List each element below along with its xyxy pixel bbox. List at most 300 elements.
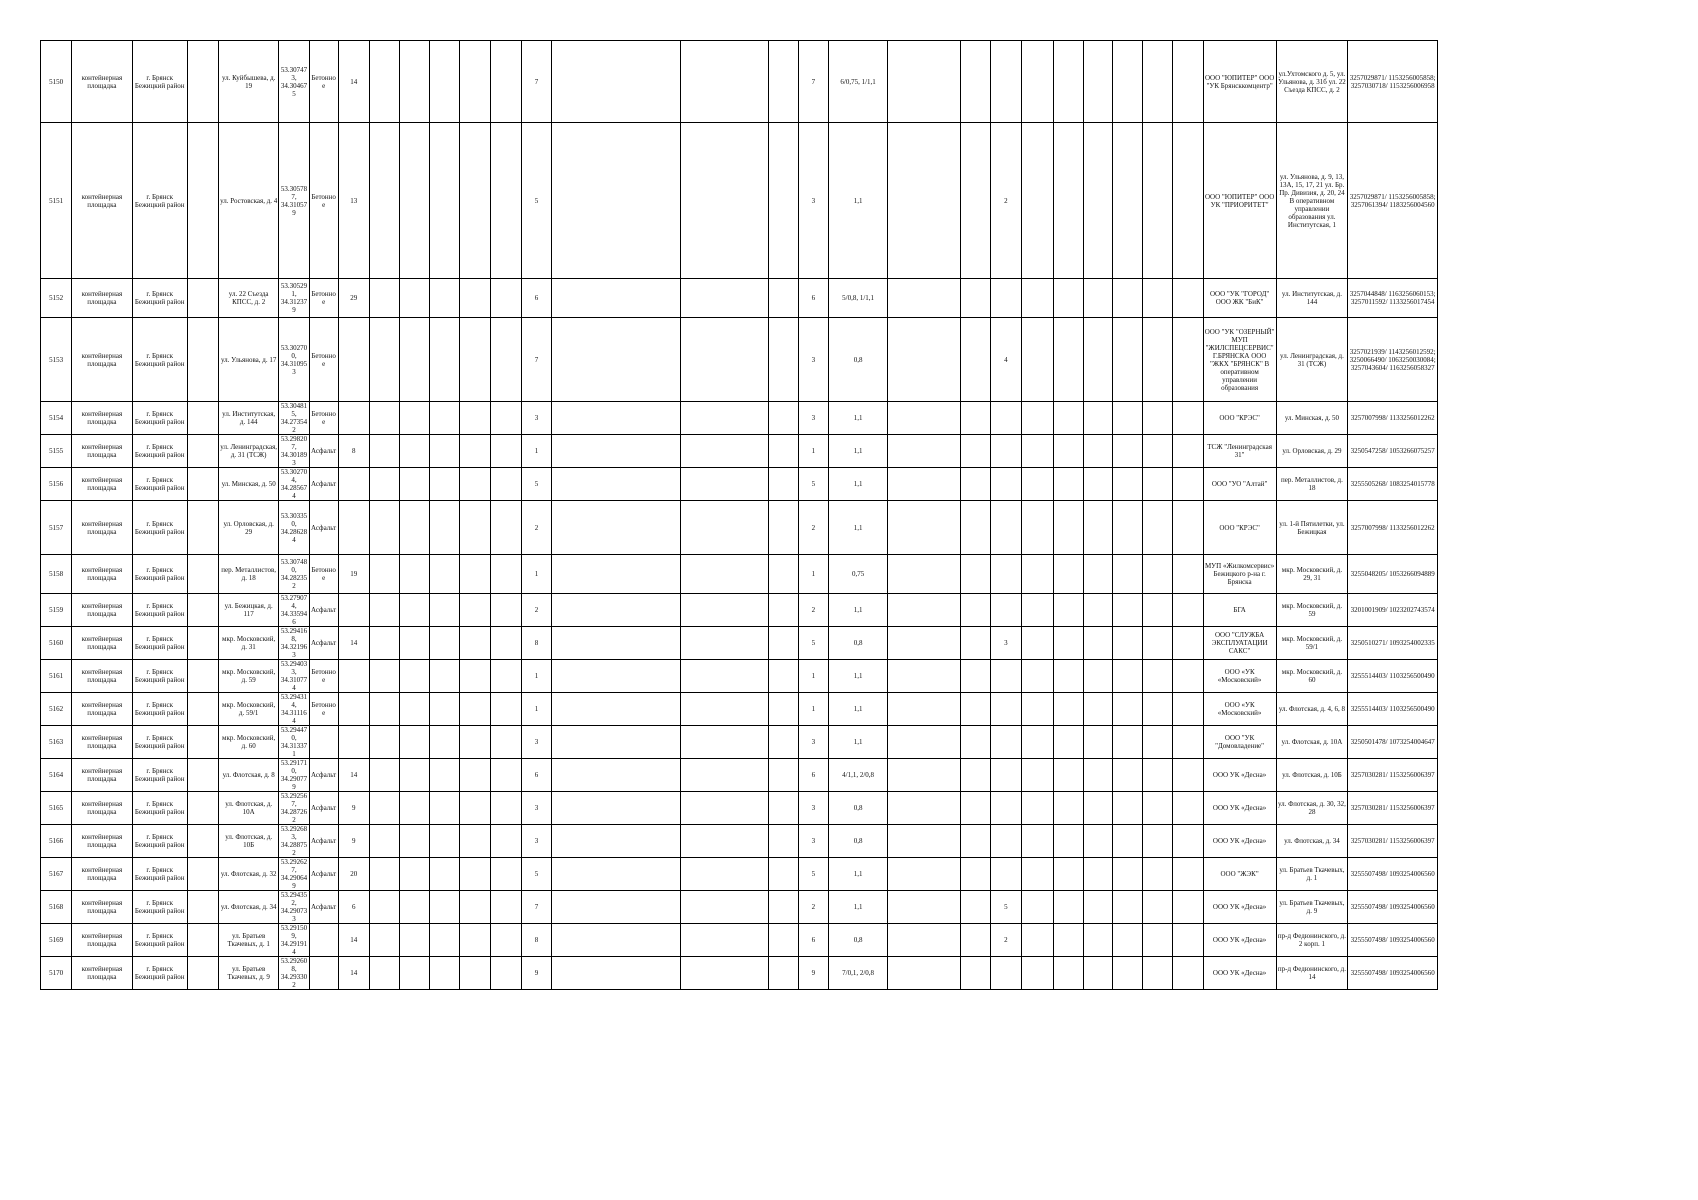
cell-containers-placed: 5 <box>798 627 828 660</box>
cell-empty <box>369 402 399 435</box>
cell-empty <box>400 627 430 660</box>
cell-empty <box>768 435 798 468</box>
cell-empty <box>1021 627 1053 660</box>
cell-empty <box>187 468 218 501</box>
cell-surface: Бетонное <box>309 660 338 693</box>
cell-waste-sources: ул. Минская, д. 50 <box>1276 402 1348 435</box>
cell-empty <box>1083 594 1112 627</box>
cell-empty <box>1173 627 1203 660</box>
cell-containers-planned <box>991 402 1021 435</box>
cell-empty <box>460 759 490 792</box>
cell-inn-ogrn: 3255507498/ 1093254006560 <box>1348 858 1438 891</box>
cell-empty <box>768 891 798 924</box>
cell-empty <box>681 501 768 555</box>
cell-empty <box>768 924 798 957</box>
cell-empty <box>460 792 490 825</box>
cell-surface: Бетонное <box>309 318 338 402</box>
cell-empty <box>187 693 218 726</box>
cell-empty <box>961 792 991 825</box>
cell-organization: ООО УК «Десна» <box>1203 891 1276 924</box>
cell-empty <box>681 402 768 435</box>
cell-address: мкр. Московский, д. 31 <box>218 627 278 660</box>
cell-waste-sources: пр-д Федюнинского, д. 14 <box>1276 957 1348 990</box>
cell-site-type: контейнерная площадка <box>72 318 132 402</box>
cell-surface: Бетонное <box>309 123 338 279</box>
cell-site-type: контейнерная площадка <box>72 41 132 123</box>
cell-empty <box>681 279 768 318</box>
cell-empty <box>681 41 768 123</box>
cell-site-type: контейнерная площадка <box>72 759 132 792</box>
cell-containers-planned <box>991 759 1021 792</box>
cell-empty <box>1083 318 1112 402</box>
cell-empty <box>961 858 991 891</box>
cell-volume: 1,1 <box>828 435 887 468</box>
cell-location: г. Брянск Бежицкий район <box>132 501 187 555</box>
cell-empty <box>490 555 521 594</box>
cell-area: 13 <box>338 123 369 279</box>
cell-coordinates: 53.298207, 34.301893 <box>280 435 308 467</box>
cell-number: 5159 <box>41 594 72 627</box>
cell-empty <box>490 693 521 726</box>
cell-empty <box>552 402 681 435</box>
cell-containers-total: 1 <box>521 660 551 693</box>
cell-waste-sources: ул. Флотская, д. 4, 6, 8 <box>1276 693 1348 726</box>
cell-empty <box>1173 825 1203 858</box>
cell-containers-total: 6 <box>521 759 551 792</box>
cell-number: 5163 <box>41 726 72 759</box>
cell-coordinates: 53.302700, 34.310953 <box>279 318 309 402</box>
cell-volume: 1,1 <box>828 660 887 693</box>
cell-empty <box>369 501 399 555</box>
cell-empty <box>187 594 218 627</box>
cell-organization: ООО "СЛУЖБА ЭКСПЛУАТАЦИИ САКС" <box>1203 627 1276 660</box>
cell-empty <box>187 435 218 468</box>
cell-empty <box>460 402 490 435</box>
cell-site-type: контейнерная площадка <box>72 891 132 924</box>
cell-empty <box>400 435 430 468</box>
cell-empty <box>430 501 460 555</box>
cell-empty <box>1173 402 1203 435</box>
cell-coordinates: 53.292683, 34.288752 <box>280 825 308 857</box>
cell-area <box>338 660 369 693</box>
cell-empty <box>1113 435 1143 468</box>
cell-empty <box>961 501 991 555</box>
cell-empty <box>961 435 991 468</box>
cell-empty <box>460 501 490 555</box>
table-row <box>41 693 1438 726</box>
cell-empty <box>1113 660 1143 693</box>
cell-empty <box>187 660 218 693</box>
cell-inn-ogrn: 3255507498/ 1093254006560 <box>1348 957 1438 990</box>
cell-containers-planned <box>991 468 1021 501</box>
cell-inn-ogrn: 3255505268/ 1083254015778 <box>1348 468 1438 501</box>
cell-empty <box>552 627 681 660</box>
cell-inn-ogrn: 3201001909/ 1023202743574 <box>1348 594 1438 627</box>
cell-empty <box>430 726 460 759</box>
cell-volume: 0,8 <box>828 627 887 660</box>
cell-empty <box>460 858 490 891</box>
cell-empty <box>1053 726 1083 759</box>
cell-empty <box>490 41 521 123</box>
cell-organization: ООО «УК «Московский» <box>1203 660 1276 693</box>
cell-empty <box>1143 435 1173 468</box>
cell-volume: 7/0,1, 2/0,8 <box>828 957 887 990</box>
cell-number: 5166 <box>41 825 72 858</box>
cell-empty <box>768 759 798 792</box>
cell-containers-total: 5 <box>521 858 551 891</box>
cell-empty <box>400 825 430 858</box>
cell-empty <box>1173 594 1203 627</box>
cell-empty <box>430 555 460 594</box>
cell-number: 5167 <box>41 858 72 891</box>
cell-site-type: контейнерная площадка <box>72 660 132 693</box>
cell-site-type: контейнерная площадка <box>72 726 132 759</box>
table-row <box>41 660 1438 693</box>
cell-area: 14 <box>338 924 369 957</box>
cell-empty <box>888 123 961 279</box>
cell-empty <box>490 792 521 825</box>
cell-empty <box>1113 792 1143 825</box>
cell-empty <box>369 726 399 759</box>
cell-containers-total: 3 <box>521 726 551 759</box>
cell-waste-sources: мкр. Московский, д. 60 <box>1276 660 1348 693</box>
cell-empty <box>768 468 798 501</box>
cell-address: мкр. Московский, д. 59/1 <box>218 693 278 726</box>
cell-surface: Асфальт <box>309 792 338 825</box>
cell-empty <box>490 123 521 279</box>
cell-empty <box>768 594 798 627</box>
cell-empty <box>961 924 991 957</box>
cell-empty <box>1021 41 1053 123</box>
cell-location: г. Брянск Бежицкий район <box>132 123 187 279</box>
cell-empty <box>888 501 961 555</box>
cell-empty <box>961 957 991 990</box>
cell-area: 29 <box>338 279 369 318</box>
cell-empty <box>1021 318 1053 402</box>
cell-empty <box>1083 792 1112 825</box>
cell-location: г. Брянск Бежицкий район <box>132 279 187 318</box>
cell-empty <box>460 627 490 660</box>
cell-coordinates: 53.303350, 34.286284 <box>279 501 309 555</box>
cell-empty <box>1083 891 1112 924</box>
cell-volume: 5/0,8, 1/1,1 <box>828 279 887 318</box>
table-row <box>41 891 1438 924</box>
cell-containers-planned: 2 <box>991 123 1021 279</box>
cell-containers-placed: 3 <box>798 402 828 435</box>
cell-containers-placed: 2 <box>798 594 828 627</box>
cell-inn-ogrn: 3257007998/ 1133256012262 <box>1348 501 1438 555</box>
cell-empty <box>187 891 218 924</box>
cell-containers-placed: 3 <box>798 123 828 279</box>
cell-empty <box>369 594 399 627</box>
cell-empty <box>400 660 430 693</box>
cell-waste-sources: ул. Флотская, д. 34 <box>1276 825 1348 858</box>
cell-containers-placed: 2 <box>798 501 828 555</box>
cell-empty <box>888 891 961 924</box>
table-row <box>41 402 1438 435</box>
cell-coordinates: 53.294314, 34.311164 <box>280 693 308 725</box>
cell-location: г. Брянск Бежицкий район <box>132 726 187 759</box>
cell-location: г. Брянск Бежицкий район <box>132 792 187 825</box>
cell-empty <box>1021 279 1053 318</box>
cell-volume: 6/0,75, 1/1,1 <box>828 41 887 123</box>
cell-empty <box>552 501 681 555</box>
cell-waste-sources: ул. Ленинградская, д. 31 (ТСЖ) <box>1276 318 1348 402</box>
cell-containers-total: 3 <box>521 792 551 825</box>
cell-surface: Асфальт <box>309 858 338 891</box>
cell-location: г. Брянск Бежицкий район <box>132 693 187 726</box>
cell-empty <box>1053 891 1083 924</box>
cell-empty <box>369 825 399 858</box>
cell-empty <box>552 759 681 792</box>
cell-address: ул. Флотская, д. 10А <box>218 792 278 825</box>
cell-empty <box>888 660 961 693</box>
cell-area: 9 <box>338 792 369 825</box>
cell-containers-total: 8 <box>521 924 551 957</box>
cell-empty <box>961 402 991 435</box>
cell-number: 5164 <box>41 759 72 792</box>
cell-site-type: контейнерная площадка <box>72 594 132 627</box>
cell-empty <box>1173 957 1203 990</box>
cell-empty <box>490 924 521 957</box>
cell-coordinates: 53.291710, 34.290779 <box>280 759 308 791</box>
cell-empty <box>1053 759 1083 792</box>
cell-empty <box>1173 693 1203 726</box>
cell-empty <box>1173 123 1203 279</box>
cell-area <box>338 693 369 726</box>
cell-empty <box>490 957 521 990</box>
cell-empty <box>1021 402 1053 435</box>
cell-empty <box>888 594 961 627</box>
cell-empty <box>888 858 961 891</box>
cell-organization: ООО УК «Десна» <box>1203 957 1276 990</box>
table-row <box>41 555 1438 594</box>
cell-empty <box>400 726 430 759</box>
cell-containers-planned <box>991 957 1021 990</box>
cell-empty <box>1113 825 1143 858</box>
cell-empty <box>430 693 460 726</box>
cell-area <box>338 402 369 435</box>
cell-empty <box>369 123 399 279</box>
cell-containers-planned <box>991 726 1021 759</box>
cell-empty <box>460 891 490 924</box>
cell-coordinates: 53.291509, 34.291914 <box>280 924 308 956</box>
cell-area: 19 <box>338 555 369 594</box>
cell-empty <box>490 402 521 435</box>
cell-containers-total: 2 <box>521 594 551 627</box>
cell-inn-ogrn: 3255507498/ 1093254006560 <box>1348 924 1438 957</box>
cell-empty <box>1083 123 1112 279</box>
cell-empty <box>187 123 218 279</box>
cell-surface: Бетонное <box>309 279 338 318</box>
cell-containers-placed: 2 <box>798 891 828 924</box>
cell-empty <box>1053 627 1083 660</box>
cell-containers-placed: 1 <box>798 693 828 726</box>
cell-empty <box>369 759 399 792</box>
cell-containers-total: 7 <box>521 318 551 402</box>
cell-number: 5150 <box>41 41 72 123</box>
cell-empty <box>369 957 399 990</box>
cell-number: 5158 <box>41 555 72 594</box>
cell-surface: Асфальт <box>309 627 338 660</box>
cell-empty <box>1053 957 1083 990</box>
cell-empty <box>768 825 798 858</box>
cell-empty <box>460 41 490 123</box>
cell-organization: ООО УК «Десна» <box>1203 759 1276 792</box>
cell-empty <box>400 594 430 627</box>
cell-organization: БГА <box>1203 594 1276 627</box>
cell-empty <box>552 279 681 318</box>
cell-site-type: контейнерная площадка <box>72 279 132 318</box>
cell-organization: ООО "УК "ОЗЕРНЫЙ" МУП "ЖИЛСПЕЦСЕРВИС" Г.БРЯНСКА ООО "ЖКХ "БРЯНСК" В оперативном управлении образования <box>1203 318 1276 402</box>
table-row <box>41 41 1438 123</box>
cell-empty <box>888 555 961 594</box>
cell-containers-total: 3 <box>521 825 551 858</box>
cell-area: 6 <box>338 891 369 924</box>
cell-volume: 1,1 <box>828 726 887 759</box>
cell-empty <box>552 825 681 858</box>
cell-empty <box>187 501 218 555</box>
cell-address: ул. Флотская, д. 32 <box>218 858 278 891</box>
cell-site-type: контейнерная площадка <box>72 792 132 825</box>
cell-area <box>338 594 369 627</box>
cell-waste-sources: ул. 1-й Пятилетки, ул. Бежицкая <box>1276 501 1348 555</box>
cell-empty <box>961 318 991 402</box>
cell-organization: ТСЖ "Ленинградская 31" <box>1203 435 1276 468</box>
cell-empty <box>490 891 521 924</box>
cell-empty <box>681 660 768 693</box>
table-row <box>41 279 1438 318</box>
cell-empty <box>460 468 490 501</box>
cell-containers-planned: 5 <box>991 891 1021 924</box>
cell-empty <box>1143 660 1173 693</box>
cell-empty <box>460 318 490 402</box>
cell-surface <box>309 957 338 990</box>
cell-empty <box>369 41 399 123</box>
cell-empty <box>369 693 399 726</box>
cell-surface <box>309 924 338 957</box>
cell-empty <box>1021 726 1053 759</box>
cell-waste-sources: ул.Ухтомского д. 5, ул. Ульянова, д. 31б ул. 22 Съезда КПСС, д. 2 <box>1276 41 1348 123</box>
cell-volume: 0,8 <box>828 318 887 402</box>
cell-empty <box>187 726 218 759</box>
cell-empty <box>1113 957 1143 990</box>
cell-location: г. Брянск Бежицкий район <box>132 957 187 990</box>
cell-empty <box>1053 594 1083 627</box>
cell-containers-planned <box>991 792 1021 825</box>
table-row <box>41 123 1438 279</box>
cell-empty <box>1083 858 1112 891</box>
cell-empty <box>1053 924 1083 957</box>
cell-inn-ogrn: 3257029871/ 1153256005858; 3257061394/ 1183256004560 <box>1348 123 1438 279</box>
cell-empty <box>961 726 991 759</box>
cell-surface: Бетонное <box>309 41 338 123</box>
cell-empty <box>460 957 490 990</box>
cell-volume: 1,1 <box>828 501 887 555</box>
cell-empty <box>490 726 521 759</box>
cell-empty <box>1173 759 1203 792</box>
cell-empty <box>1021 825 1053 858</box>
cell-waste-sources: мкр. Московский, д. 59 <box>1276 594 1348 627</box>
cell-address: ул. Флотская, д. 34 <box>218 891 278 924</box>
cell-coordinates: 53.294168, 34.321963 <box>280 627 308 659</box>
cell-empty <box>1053 402 1083 435</box>
cell-empty <box>552 858 681 891</box>
cell-empty <box>400 891 430 924</box>
cell-organization: ООО "ЮПИТЕР" ООО УК "ПРИОРИТЕТ" <box>1203 123 1276 279</box>
cell-number: 5165 <box>41 792 72 825</box>
cell-empty <box>1113 123 1143 279</box>
cell-volume: 1,1 <box>828 123 887 279</box>
cell-site-type: контейнерная площадка <box>72 435 132 468</box>
cell-empty <box>1053 468 1083 501</box>
cell-surface: Асфальт <box>309 501 338 555</box>
cell-empty <box>681 318 768 402</box>
cell-coordinates: 53.307480, 34.282352 <box>279 555 309 594</box>
cell-number: 5161 <box>41 660 72 693</box>
cell-coordinates: 53.292627, 34.290649 <box>280 858 308 890</box>
cell-containers-planned <box>991 858 1021 891</box>
cell-address: ул. Ульянова, д. 17 <box>218 318 278 402</box>
cell-volume: 1,1 <box>828 594 887 627</box>
cell-empty <box>1021 759 1053 792</box>
cell-empty <box>1173 279 1203 318</box>
cell-inn-ogrn: 3255048205/ 1053266094889 <box>1348 555 1438 594</box>
cell-empty <box>430 891 460 924</box>
cell-empty <box>430 318 460 402</box>
cell-empty <box>888 279 961 318</box>
cell-empty <box>1083 501 1112 555</box>
cell-address: ул. Орловская, д. 29 <box>218 501 278 555</box>
cell-empty <box>1143 891 1173 924</box>
cell-waste-sources: мкр. Московский, д. 29, 31 <box>1276 555 1348 594</box>
cell-empty <box>961 693 991 726</box>
cell-empty <box>1113 627 1143 660</box>
cell-empty <box>1113 555 1143 594</box>
cell-surface: Бетонное <box>309 555 338 594</box>
cell-empty <box>1083 726 1112 759</box>
cell-containers-planned <box>991 41 1021 123</box>
cell-surface: Бетонное <box>309 402 338 435</box>
cell-empty <box>430 594 460 627</box>
cell-number: 5155 <box>41 435 72 468</box>
cell-empty <box>430 41 460 123</box>
cell-empty <box>888 41 961 123</box>
cell-coordinates: 53.305291, 34.312379 <box>279 279 309 318</box>
cell-area <box>338 726 369 759</box>
cell-containers-total: 2 <box>521 501 551 555</box>
cell-inn-ogrn: 3250510271/ 1093254002335 <box>1348 627 1438 660</box>
cell-address: ул. Братьев Ткачевых, д. 1 <box>218 924 278 957</box>
cell-empty <box>1083 555 1112 594</box>
cell-location: г. Брянск Бежицкий район <box>132 759 187 792</box>
cell-empty <box>1053 660 1083 693</box>
cell-empty <box>768 693 798 726</box>
cell-empty <box>1021 468 1053 501</box>
cell-area: 14 <box>338 41 369 123</box>
cell-area: 14 <box>338 759 369 792</box>
cell-empty <box>961 891 991 924</box>
cell-area: 14 <box>338 627 369 660</box>
cell-location: г. Брянск Бежицкий район <box>132 825 187 858</box>
cell-containers-total: 9 <box>521 957 551 990</box>
cell-address: ул. Бежицкая, д. 117 <box>218 594 278 627</box>
cell-area <box>338 468 369 501</box>
cell-address: ул. Братьев Ткачевых, д. 9 <box>218 957 278 990</box>
cell-empty <box>430 435 460 468</box>
cell-empty <box>430 279 460 318</box>
cell-containers-placed: 5 <box>798 468 828 501</box>
